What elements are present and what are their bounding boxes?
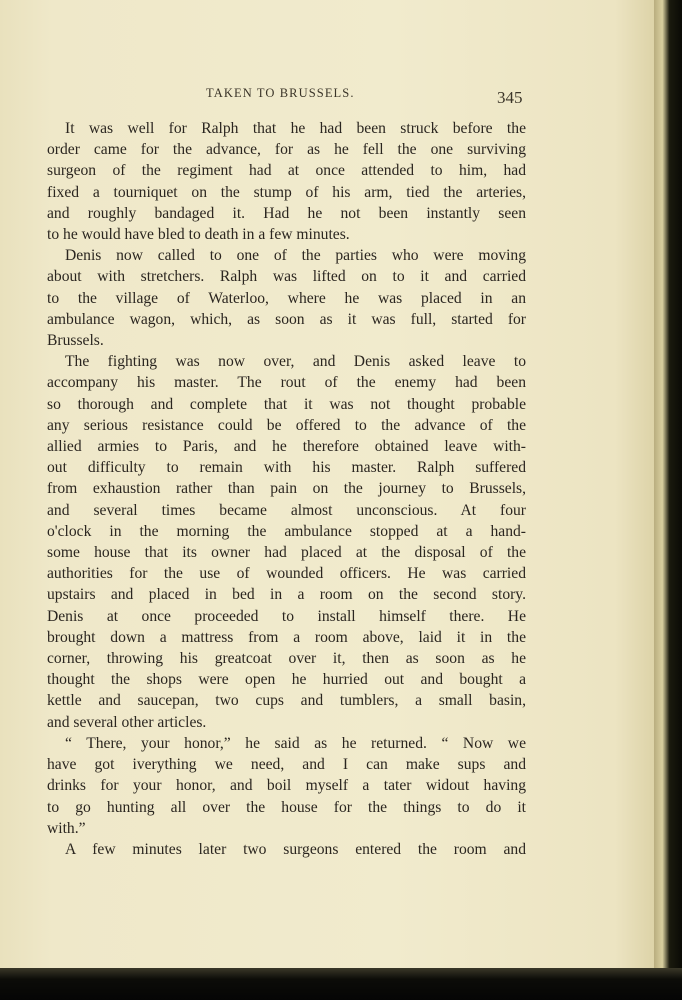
- text-line: some house that its owner had placed at the disposal of the: [47, 544, 526, 562]
- text-line: any serious resistance could be offered to the advance of the: [47, 416, 526, 434]
- text-line: to the village of Waterloo, where he was placed in an: [47, 289, 526, 307]
- text-line: drinks for your honor, and boil myself a tater widout having: [47, 777, 526, 795]
- text-line: and several times became almost unconscious. At four: [47, 501, 526, 519]
- text-line: ambulance wagon, which, as soon as it was full, started for: [47, 310, 526, 328]
- page-edge: [654, 0, 682, 968]
- text-line: upstairs and placed in bed in a room on the second story.: [47, 586, 526, 604]
- text-line: Brussels.: [47, 332, 104, 350]
- text-line: out difficulty to remain with his master. Ralph suffered: [47, 459, 526, 477]
- text-line: to go hunting all over the house for the things to do it: [47, 798, 526, 816]
- text-line: authorities for the use of wounded officers. He was carried: [47, 565, 526, 583]
- text-line: Denis at once proceeded to install himself there. He: [47, 607, 526, 625]
- text-line: surgeon of the regiment had at once attended to him, had: [47, 162, 526, 180]
- text-line: o'clock in the morning the ambulance stopped at a hand-: [47, 522, 526, 540]
- text-line: The fighting was now over, and Denis asked leave to: [65, 353, 526, 371]
- text-line: so thorough and complete that it was not thought probable: [47, 395, 526, 413]
- text-line: fixed a tourniquet on the stump of his arm, tied the arteries,: [47, 183, 526, 201]
- text-line: order came for the advance, for as he fell the one surviving: [47, 141, 526, 159]
- running-head: TAKEN TO BRUSSELS.: [206, 86, 355, 100]
- text-line: It was well for Ralph that he had been struck before the: [65, 120, 526, 137]
- text-line: kettle and saucepan, two cups and tumblers, a small basin,: [47, 692, 526, 710]
- text-line: A few minutes later two surgeons entered the room and: [65, 840, 526, 858]
- text-line: corner, throwing his greatcoat over it, then as soon as he: [47, 650, 526, 668]
- text-line: have got iverything we need, and I can make sups and: [47, 756, 526, 774]
- text-line: and roughly bandaged it. Had he not been instantly seen: [47, 204, 526, 222]
- scan-border: [0, 968, 682, 1000]
- text-line: accompany his master. The rout of the enemy had been: [47, 374, 526, 392]
- text-line: about with stretchers. Ralph was lifted on to it and carried: [47, 268, 526, 286]
- page-number: 345: [497, 88, 523, 107]
- text-line: “ There, your honor,” he said as he returned. “ Now we: [65, 734, 526, 752]
- text-line: from exhaustion rather than pain on the journey to Brussels,: [47, 480, 526, 498]
- text-line: and several other articles.: [47, 713, 207, 731]
- text-line: allied armies to Paris, and he therefore obtained leave with-: [47, 438, 526, 456]
- text-line: with.”: [47, 819, 86, 837]
- body-text: [47, 118, 526, 860]
- text-line: Denis now called to one of the parties who were moving: [65, 247, 526, 265]
- text-line: to he would have bled to death in a few minutes.: [47, 226, 350, 244]
- text-line: thought the shops were open he hurried out and bought a: [47, 671, 526, 689]
- text-line: brought down a mattress from a room above, laid it in the: [47, 628, 526, 646]
